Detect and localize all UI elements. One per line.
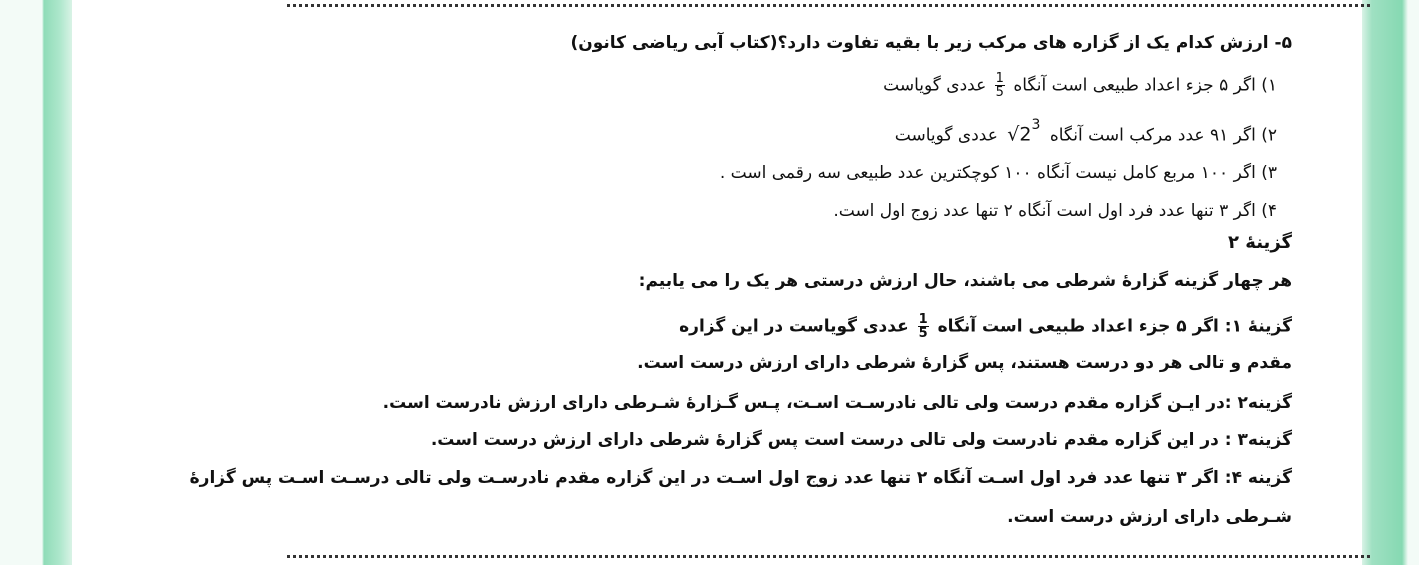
option-2 <box>895 118 1277 146</box>
option-4-number: ۴) <box>1261 201 1277 221</box>
question-number: ۵- <box>1274 33 1292 53</box>
answer-option-1-fraction-numerator: 1 <box>918 312 928 327</box>
left-margin-strip <box>0 0 72 565</box>
option-4-text: اگر ۳ تنها عدد فرد اول است آنگاه ۲ تنها عدد زوج اول است. <box>833 201 1256 221</box>
question-text: ارزش کدام یک از گزاره های مرکب زیر با بقیه تفاوت دارد؟(کتاب آبی ریاضی کانون) <box>570 33 1269 53</box>
answer-option-2: گزینه۲ :در ایـن گزاره مقدم درست ولی تالی نادرسـت اسـت، پـس گـزارهٔ شـرطی دارای ارزش نادرست است. <box>382 393 1292 413</box>
option-1-number: ۱) <box>1261 75 1277 96</box>
option-2-radical-expression <box>1007 118 1040 145</box>
option-1-after: عددی گویاست <box>883 75 987 96</box>
top-dotted-divider <box>287 4 1370 7</box>
option-1-before: اگر ۵ جزء اعداد طبیعی است آنگاه <box>1013 75 1256 96</box>
answer-option-1-before: گزینهٔ ۱: اگر ۵ جزء اعداد طبیعی است آنگاه <box>937 316 1292 337</box>
question-line <box>570 32 1292 54</box>
answer-option-4-line-1: گزینه ۴: اگر ۳ تنها عدد فرد اول اسـت آنگاه ۲ تنها عدد زوج اول اسـت در این گزاره مقدم نادرسـت ولی تالی درسـت اسـت پس گزارهٔ <box>189 468 1292 488</box>
right-margin-strip <box>1362 0 1419 565</box>
option-3-text: اگر ۱۰۰ مربع کامل نیست آنگاه ۱۰۰ کوچکترین عدد طبیعی سه رقمی است . <box>719 163 1256 183</box>
option-2-before: اگر ۹۱ عدد مرکب است آنگاه <box>1049 125 1256 146</box>
option-1-fraction-denominator: 5 <box>995 85 1004 100</box>
option-1-fraction <box>995 72 1005 99</box>
option-2-after: عددی گویاست <box>894 125 998 146</box>
answer-option-1-line-1 <box>679 313 1292 340</box>
document-page <box>72 0 1362 565</box>
answer-option-3: گزینه۳ : در این گزاره مقدم نادرست ولی تالی درست است پس گزارهٔ شرطی دارای ارزش درست است. <box>430 430 1292 450</box>
option-2-number: ۲) <box>1261 125 1277 146</box>
answer-heading: گزینهٔ ۲ <box>1228 232 1292 253</box>
option-2-radical: √2 <box>1007 123 1032 146</box>
answer-option-1-after: عددی گویاست در این گزاره <box>679 316 909 337</box>
answer-option-1-fraction-denominator: 5 <box>918 326 928 341</box>
option-3-number: ۳) <box>1261 163 1277 183</box>
option-2-exponent: 3 <box>1031 117 1041 133</box>
answer-option-4-line-2: شـرطی دارای ارزش درست است. <box>1007 507 1292 527</box>
answer-option-1-fraction <box>918 313 929 340</box>
answer-intro: هر چهار گزینه گزارهٔ شرطی می باشند، حال ارزش درستی هر یک را می یابیم: <box>638 271 1292 291</box>
bottom-dotted-divider <box>287 555 1370 558</box>
option-4 <box>833 200 1277 222</box>
option-1-fraction-numerator: 1 <box>995 71 1004 86</box>
option-1 <box>883 72 1277 99</box>
option-3 <box>720 162 1277 184</box>
answer-option-1-line-2: مقدم و تالی هر دو درست هستند، پس گزارهٔ شرطی دارای ارزش درست است. <box>637 353 1292 373</box>
